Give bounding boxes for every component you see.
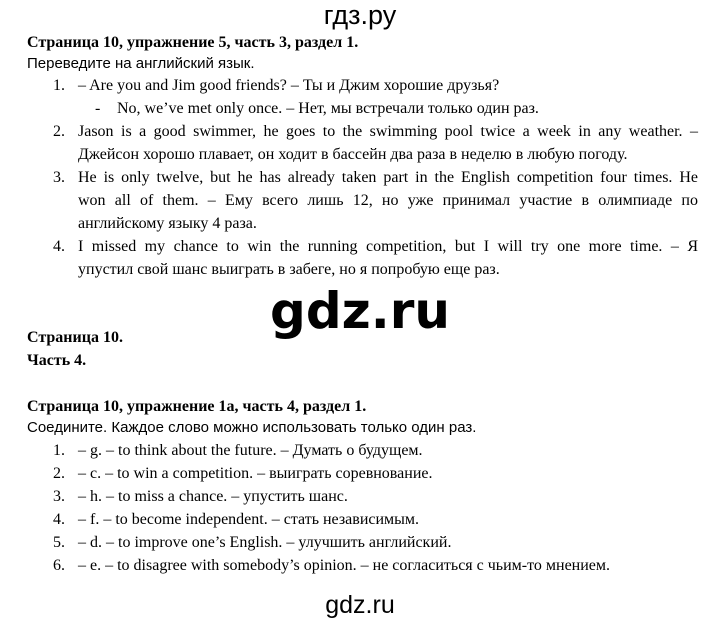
item-text: – c. – to win a competition. – выиграть соревнование. [78,465,433,482]
item-number: 6. [53,557,65,574]
item-text: – g. – to think about the future. – Думать о будущем. [78,442,423,459]
item-number: 1. [53,77,65,94]
item-text: No, we’ve met only once. – Нет, мы встречали только один раз. [117,100,539,117]
item-text: упустил свой шанс выиграть в забеге, но я попробую еще раз. [78,261,500,278]
item-text: He is only twelve, but he has already taken part in the English competition four times. He [78,169,698,186]
item-bullet: - [95,100,101,117]
instruction-text: Переведите на английский язык. [27,55,255,72]
item-number: 1. [53,442,65,459]
part-heading: Часть 4. [27,352,87,369]
item-number: 5. [53,534,65,551]
item-number: 2. [53,465,65,482]
item-text: I missed my chance to win the running competition, but I will try one more time. – Я [78,238,698,255]
watermark-middle: gdz.ru [270,282,450,340]
item-text: – d. – to improve one’s English. – улучшить английский. [78,534,452,551]
watermark-top: гдз.ру [323,0,397,30]
item-number: 3. [53,169,65,186]
item-text: английскому языку 4 раза. [78,215,257,232]
item-text: Jason is a good swimmer, he goes to the swimming pool twice a week in any weather. – [78,123,698,140]
item-number: 2. [53,123,65,140]
item-text: – Are you and Jim good friends? – Ты и Джим хорошие друзья? [78,77,500,94]
item-text: – f. – to become independent. – стать независимым. [78,511,420,528]
item-number: 4. [53,511,65,528]
item-number: 4. [53,238,65,255]
item-text: won all of them. – Ему всего лишь 12, но уже принимал участие в олимпиаде по [78,192,698,209]
instruction-text: Соедините. Каждое слово можно использовать только один раз. [27,419,477,436]
watermark-bottom: gdz.ru [325,591,395,619]
item-text: Джейсон хорошо плавает, он ходит в бассейн два раза в неделю в любую погоду. [78,146,628,163]
item-number: 3. [53,488,65,505]
item-text: – h. – to miss a chance. – упустить шанс. [78,488,348,505]
section-heading: Страница 10, упражнение 1а, часть 4, раздел 1. [27,398,367,415]
section-heading: Страница 10, упражнение 5, часть 3, раздел 1. [27,34,359,51]
page-heading: Страница 10. [27,329,123,346]
item-text: – e. – to disagree with somebody’s opinion. – не согласиться с чьим-то мнением. [78,557,611,574]
